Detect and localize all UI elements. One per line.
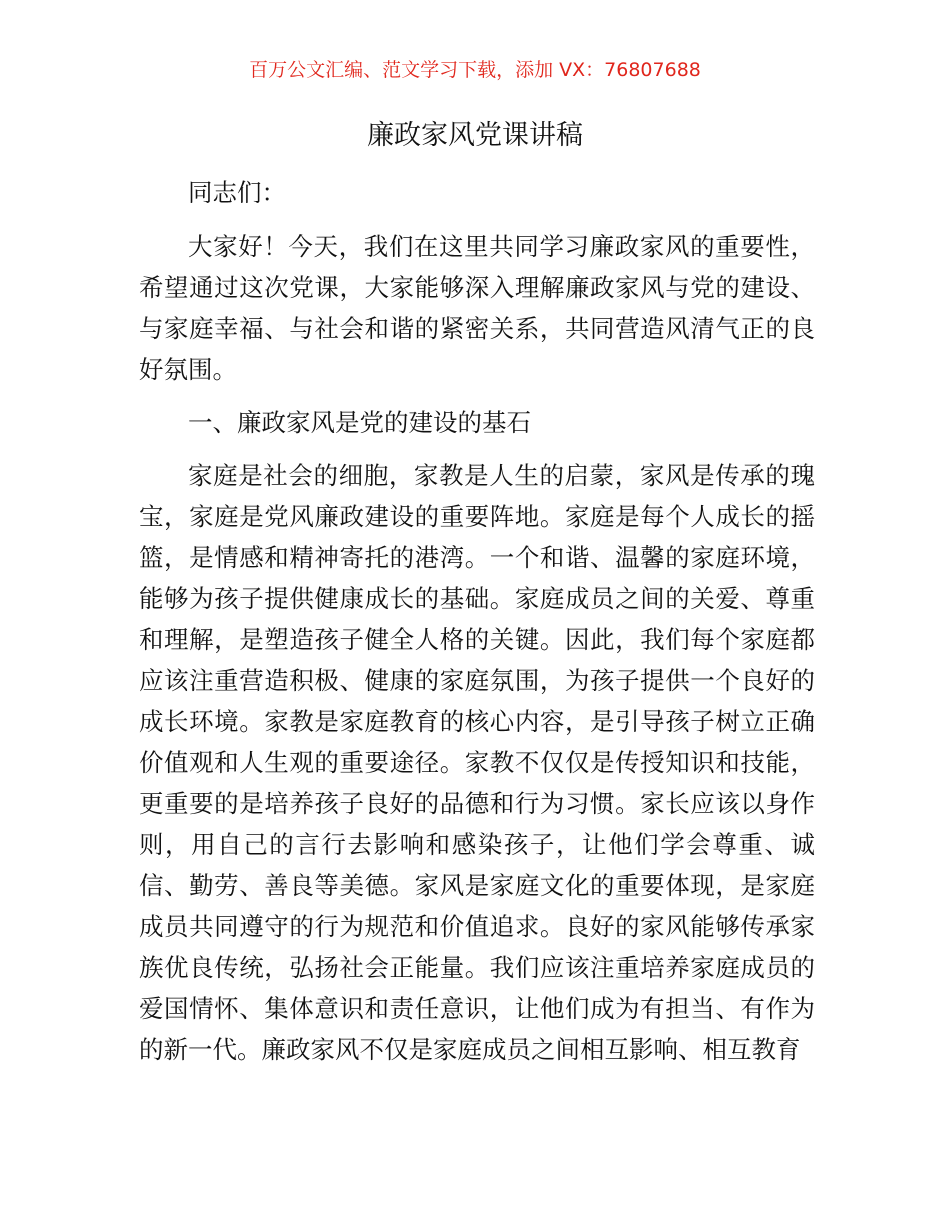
section-heading: 一、廉政家风是党的建设的基石: [188, 408, 531, 437]
section-body-paragraph: 家庭是社会的细胞，家教是人生的启蒙，家风是传承的瑰宝，家庭是党风廉政建设的重要阵地。家庭是每个人成长的摇篮，是情感和精神寄托的港湾。一个和谐、温馨的家庭环境，能够为孩子提供健康成长的基础。家庭成员之间的关爱、尊重和理解，是塑造孩子健全人格的关键。因此，我们每个家庭都应该注重营造积极、健康的家庭氛围，为孩子提供一个良好的成长环境。家教是家庭教育的核心内容，是引导孩子树立正确价值观和人生观的重要途径。家教不仅仅是传授知识和技能，更重要的是培养孩子良好的品德和行为习惯。家长应该以身作则，用自己的言行去影响和感染孩子，让他们学会尊重、诚信、勤劳、善良等美德。家风是家庭文化的重要体现，是家庭成员共同遵守的行为规范和价值追求。良好的家风能够传承家族优良传统，弘扬社会正能量。我们应该注重培养家庭成员的爱国情怀、集体意识和责任意识，让他们成为有担当、有作为的新一代。廉政家风不仅是家庭成员之间相互影响、相互教育: [139, 461, 815, 1064]
header-contact-note: 百万公文汇编、范文学习下载，添加 VX：76807688: [249, 59, 701, 81]
document-body: [139, 172, 815, 1070]
salutation-paragraph: 同志们：: [188, 178, 286, 207]
intro-paragraph: 大家好！今天，我们在这里共同学习廉政家风的重要性，希望通过这次党课，大家能够深入理解廉政家风与党的建设、与家庭幸福、与社会和谐的紧密关系，共同营造风清气正的良好氛围。: [139, 232, 815, 384]
document-title: 廉政家风党课讲稿: [367, 120, 583, 151]
